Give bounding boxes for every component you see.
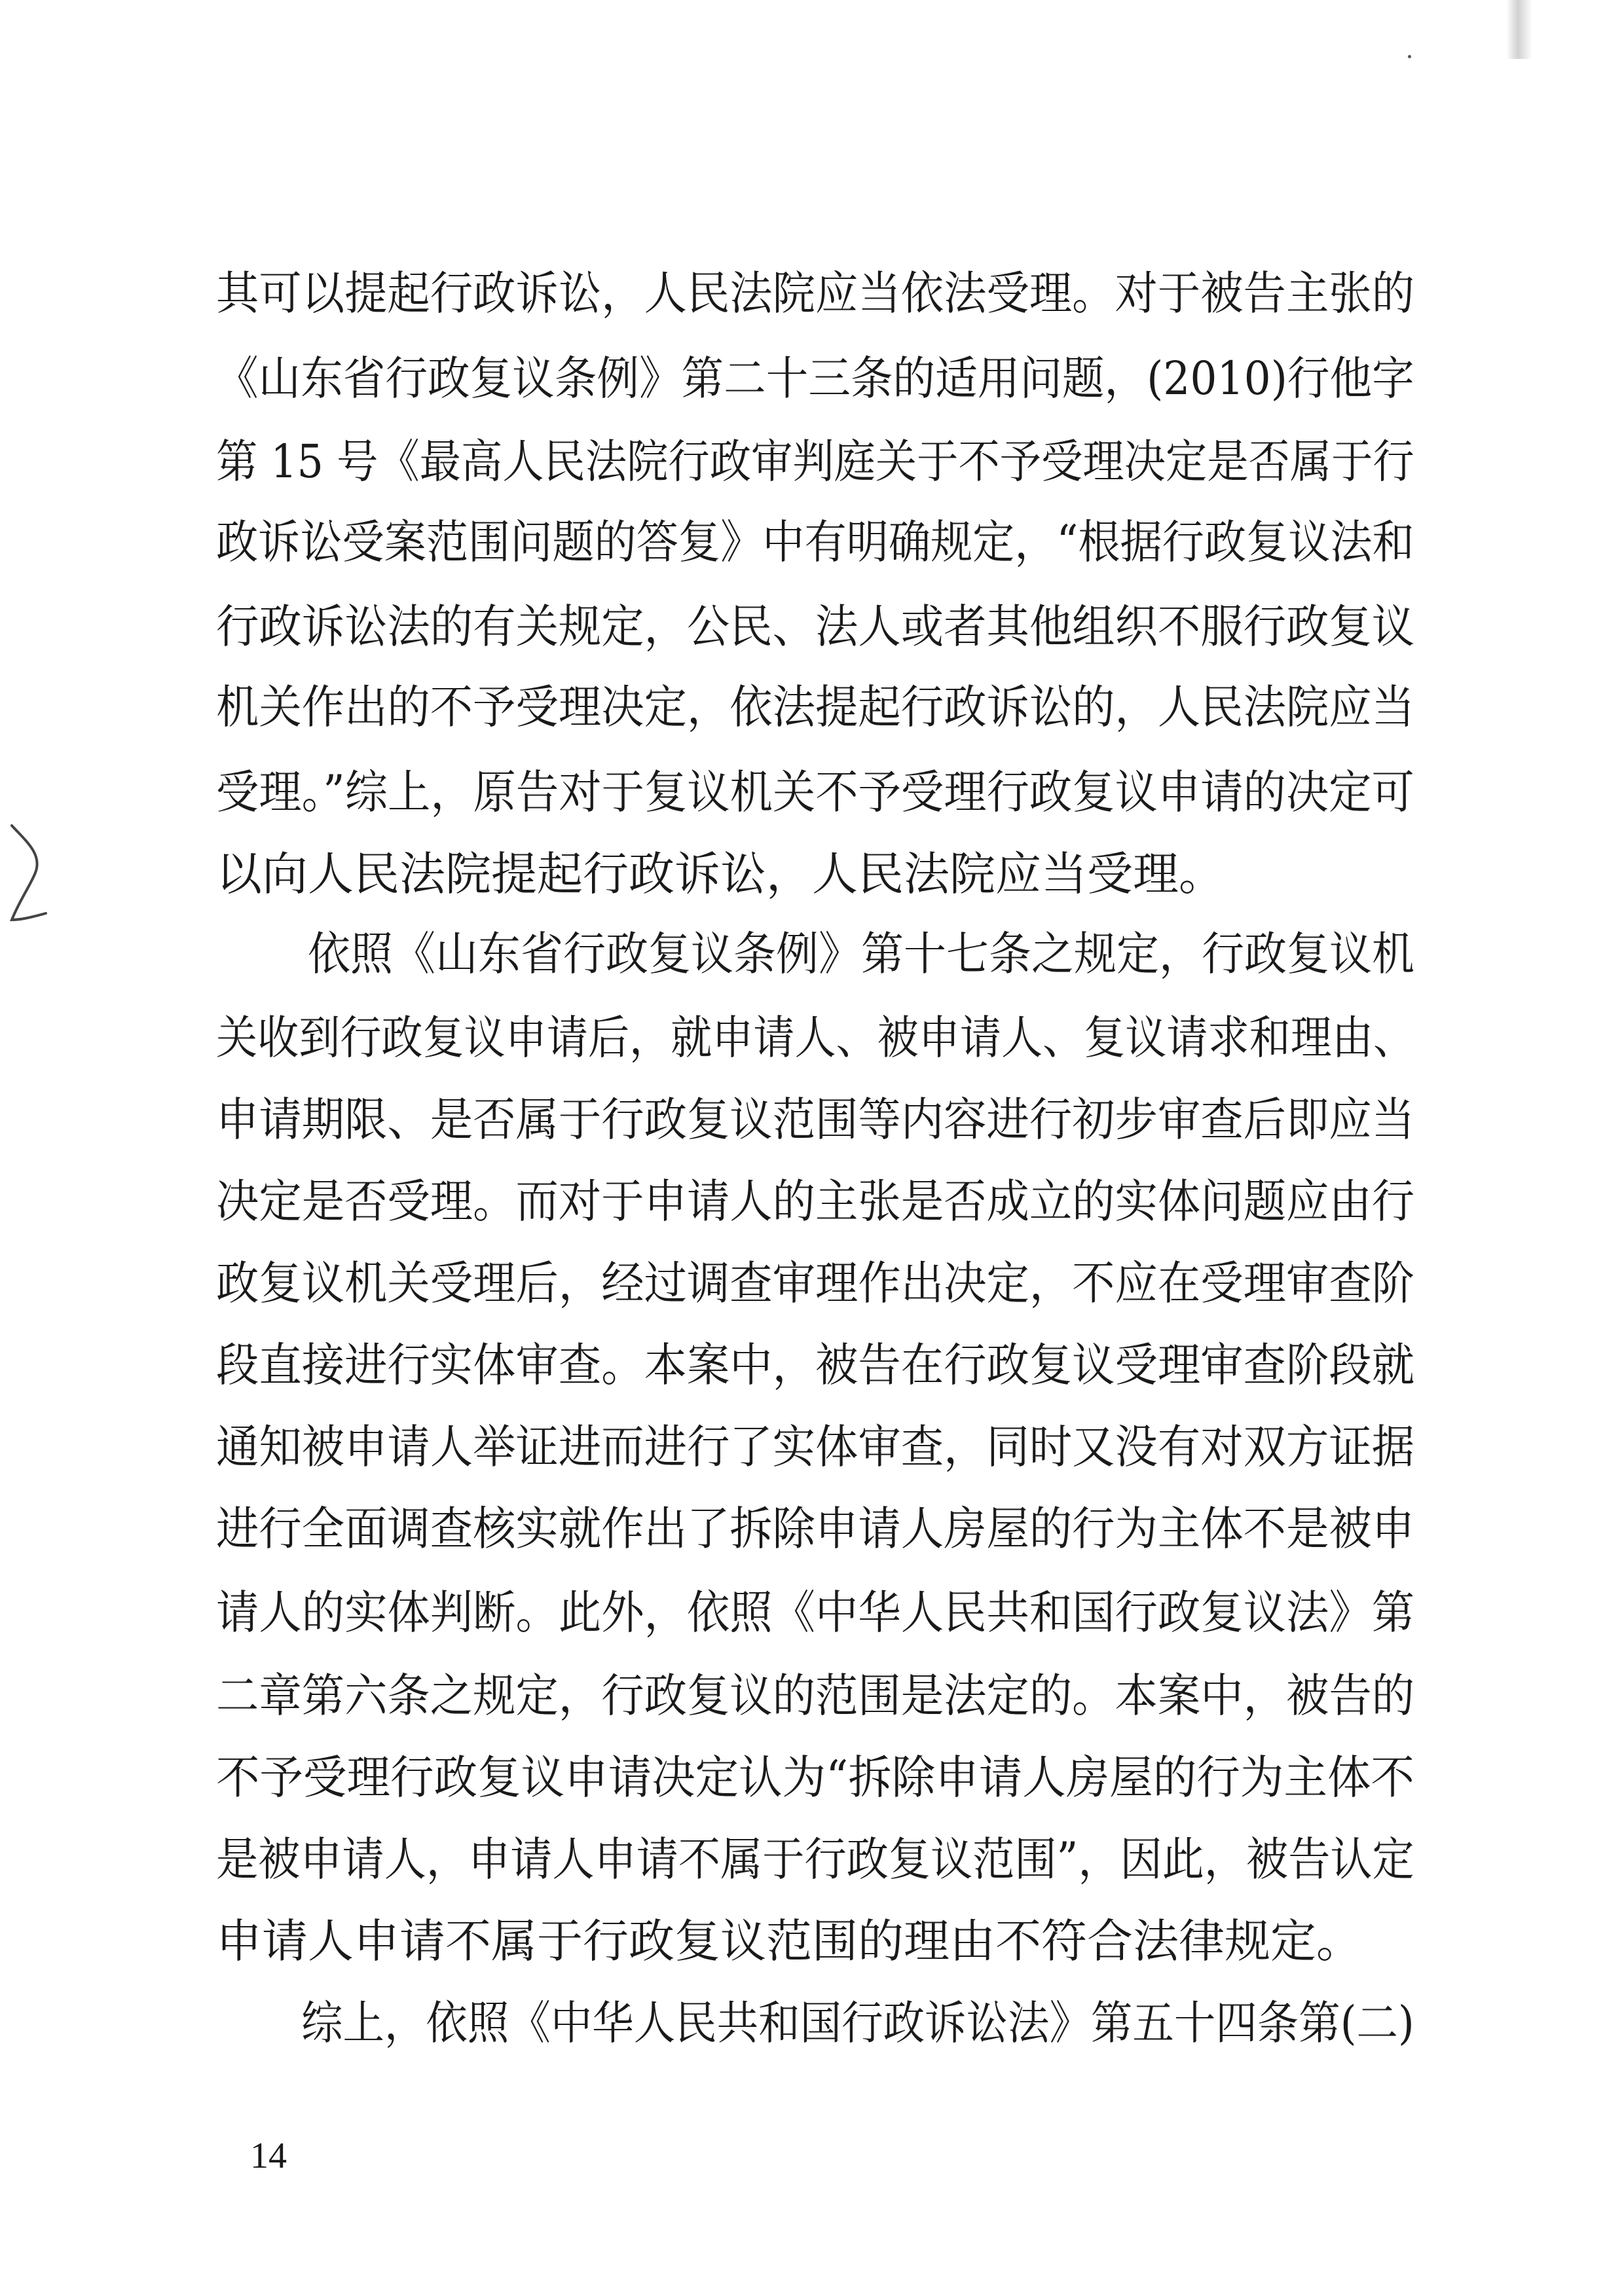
text-line: 是被申请人，申请人申请不属于行政复议范围”，因此，被告认定	[216, 1832, 1414, 1886]
scan-speck	[1408, 55, 1411, 58]
text-line: 申请期限、是否属于行政复议范围等内容进行初步审查后即应当	[216, 1093, 1415, 1146]
scan-edge-shadow	[1506, 0, 1532, 59]
text-line: 段直接进行实体审查。本案中，被告在行政复议受理审查阶段就	[216, 1338, 1415, 1392]
handwritten-margin-mark-icon	[7, 822, 52, 926]
text-line: 政复议机关受理后，经过调查审理作出决定，不应在受理审查阶	[216, 1256, 1415, 1310]
text-line: 行政诉讼法的有关规定，公民、法人或者其他组织不服行政复议	[216, 600, 1415, 653]
text-line: 《山东省行政复议条例》第二十三条的适用问题，(2010)行他字	[216, 352, 1414, 405]
text-line: 通知被申请人举证进而进行了实体审查，同时又没有对双方证据	[216, 1420, 1415, 1474]
text-line: 政诉讼受案范围问题的答复》中有明确规定，“根据行政复议法和	[216, 515, 1414, 569]
paragraph-first-line: 依照《山东省行政复议条例》第十七条之规定，行政复议机	[308, 927, 1415, 981]
text-line: 以向人民法院提起行政诉讼，人民法院应当受理。	[216, 847, 1225, 901]
text-line: 其可以提起行政诉讼，人民法院应当依法受理。对于被告主张的	[216, 266, 1415, 320]
page-number: 14	[250, 2136, 287, 2176]
text-line: 关收到行政复议申请后，就申请人、被申请人、复议请求和理由、	[216, 1011, 1415, 1065]
text-line: 请人的实体判断。此外，依照《中华人民共和国行政复议法》第	[216, 1586, 1415, 1639]
text-line: 进行全面调查核实就作出了拆除申请人房屋的行为主体不是被申	[216, 1502, 1415, 1556]
text-line: 第 15 号《最高人民法院行政审判庭关于不予受理决定是否属于行	[216, 435, 1414, 488]
text-line: 二章第六条之规定，行政复议的范围是法定的。本案中，被告的	[216, 1669, 1415, 1722]
paragraph-first-line: 综上，依照《中华人民共和国行政诉讼法》第五十四条第(二)	[301, 1996, 1414, 2050]
text-line: 受理。”综上，原告对于复议机关不予受理行政复议申请的决定可	[216, 765, 1414, 819]
text-line: 申请人申请不属于行政复议范围的理由不符合法律规定。	[216, 1914, 1362, 1968]
text-line: 不予受理行政复议申请决定认为“拆除申请人房屋的行为主体不	[216, 1751, 1414, 1804]
text-line: 机关作出的不予受理决定，依法提起行政诉讼的，人民法院应当	[216, 680, 1415, 734]
text-line: 决定是否受理。而对于申请人的主张是否成立的实体问题应由行	[216, 1175, 1415, 1228]
